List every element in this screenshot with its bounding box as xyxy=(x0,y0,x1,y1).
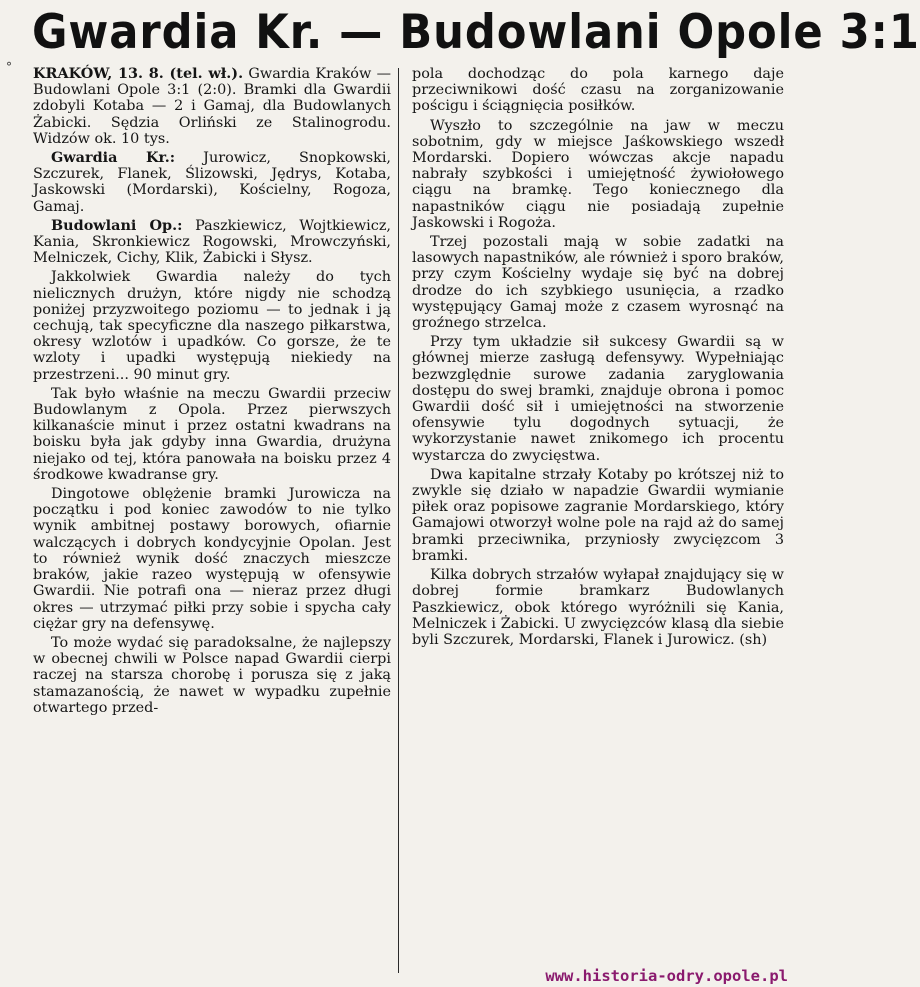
team-lineup-budowlani: Budowlani Op.: xyxy=(51,216,183,234)
paragraph-5: Tak było właśnie na meczu Gwardii przeciw Budowlanym z Opola. Przez pierwszych kilkanaście minut i przez ostatni kwadrans na boisku była jak gdyby inna Gwardia, drużyna niejako od tej, która panowała na boisku przez 4 środkowe kwadranse gry. xyxy=(33,385,391,483)
paragraph-3: Budowlani Op.: Paszkiewicz, Wojtkiewicz, Kania, Skronkiewicz Rogowski, Mrowczyński, Melniczek, Cichy, Klik, Żabicki i Słysz. xyxy=(33,216,392,267)
column-mark-icon: ° xyxy=(6,60,12,74)
left-column xyxy=(33,66,391,719)
paragraph-2: Gwardia Kr.: Jurowicz, Snopkowski, Szczurek, Flanek, Ślizowski, Jędrys, Kotaba, Jaskowski (Mordarski), Kościelny, Rogoza, Gamaj. xyxy=(33,149,391,215)
paragraph-12: Dwa kapitalne strzały Kotaby po krótszej niż to zwykle się działo w napadzie Gwardii wymianie piłek oraz popisowe zagranie Mordarskiego, który Gamajowi otworzył wolne pole na rajd aż do samej bramki przeciwnika, przyniosły zwycięzcom 3 bramki. xyxy=(412,466,784,564)
paragraph-4: Jakkolwiek Gwardia należy do tych nielicznych drużyn, które nigdy nie schodzą poniżej przyzwoitego poziomu — to jednak i ją cechują, tak specyficzne dla naszego piłkarstwa, okresy wzlotów i upadków. Co gorsze, że te wzloty i upadki występują niekiedy na przestrzeni... 90 minut gry. xyxy=(33,269,391,383)
paragraph-13: Kilka dobrych strzałów wyłapał znajdujący się w dobrej formie bramkarz Budowlanych Paszkiewicz, obok którego wyróżnili się Kania, Melniczek i Żabicki. U zwycięzców klasą dla siebie byli Szczurek, Mordarski, Flanek i Jurowicz. (sh) xyxy=(412,567,784,648)
dateline: KRAKÓW, 13. 8. (tel. wł.). xyxy=(33,65,244,82)
team-lineup-gwardia: Gwardia Kr.: xyxy=(51,149,176,167)
source-watermark-link[interactable]: www.historia-odry.opole.pl xyxy=(545,967,788,985)
paragraph-6: Dingotowe oblężenie bramki Jurowicza na początku i pod koniec zawodów to nie tylko wynik ambitnej postawy borowych, ofiarnie walczących i dobrych kondycyjnie Opolan. Jest to również wynik dość znaczych mieszcze braków, jakie razeo występują w ofensywie Gwardii. Nie potrafi ona — nieraz przez długi okres — utrzymać piłki przy sobie i spycha cały ciężar gry na defensywę. xyxy=(33,486,391,632)
right-column xyxy=(412,66,784,651)
column-divider xyxy=(398,68,399,973)
headline: Gwardia Kr. — Budowlani Opole 3:1 xyxy=(32,5,920,60)
paragraph-1: KRAKÓW, 13. 8. (tel. wł.). Gwardia Kraków — Budowlani Opole 3:1 (2:0). Bramki dla Gwardii zdobyli Kotaba — 2 i Gamaj, dla Budowlanych Żabicki. Sędzia Orliński ze Stalinogrodu. Widzów ok. 10 tys. xyxy=(33,65,391,147)
paragraph-9: Wyszło to szczególnie na jaw w meczu sobotnim, gdy w miejsce Jaśkowskiego wszedł Mordarski. Dopiero wówczas akcje napadu nabrały szybkości i umiejętność żywiołowego ciągu na bramkę. Tego koniecznego dla napastników ciągu nie posiadają zupełnie Jaskowski i Rogoża. xyxy=(412,117,784,231)
paragraph-8: pola dochodząc do pola karnego daje przeciwnikowi dość czasu na zorganizowanie pościgu i ściągnięcia posiłków. xyxy=(412,66,784,115)
paragraph-11: Przy tym układzie sił sukcesy Gwardii są w głównej mierze zasługą defensywy. Wypełniając bezwzględnie surowe zadania zaryglowania dostępu do swej bramki, znajduje obrona i pomoc Gwardii dość sił i umiejętności na stworzenie ofensywie tylu dogodnych sytuacji, że wykorzystanie nawet znikomego ich procentu wystarcza do zwycięstwa. xyxy=(412,334,784,464)
paragraph-7: To może wydać się paradoksalne, że najlepszy w obecnej chwili w Polsce napad Gwardii cierpi raczej na starsza chorobę i porusza się z jaką stamazanością, że nawet w wypadku zupełnie otwartego przed- xyxy=(33,634,391,716)
paragraph-10: Trzej pozostali mają w sobie zadatki na lasowych napastników, ale również i sporo braków, przy czym Kościelny wydaje się być na dobrej drodze do ich szybkiego usunięcia, a rzadko występujący Gamaj może z czasem wyrosnąć na groźnego strzelca. xyxy=(412,234,784,332)
